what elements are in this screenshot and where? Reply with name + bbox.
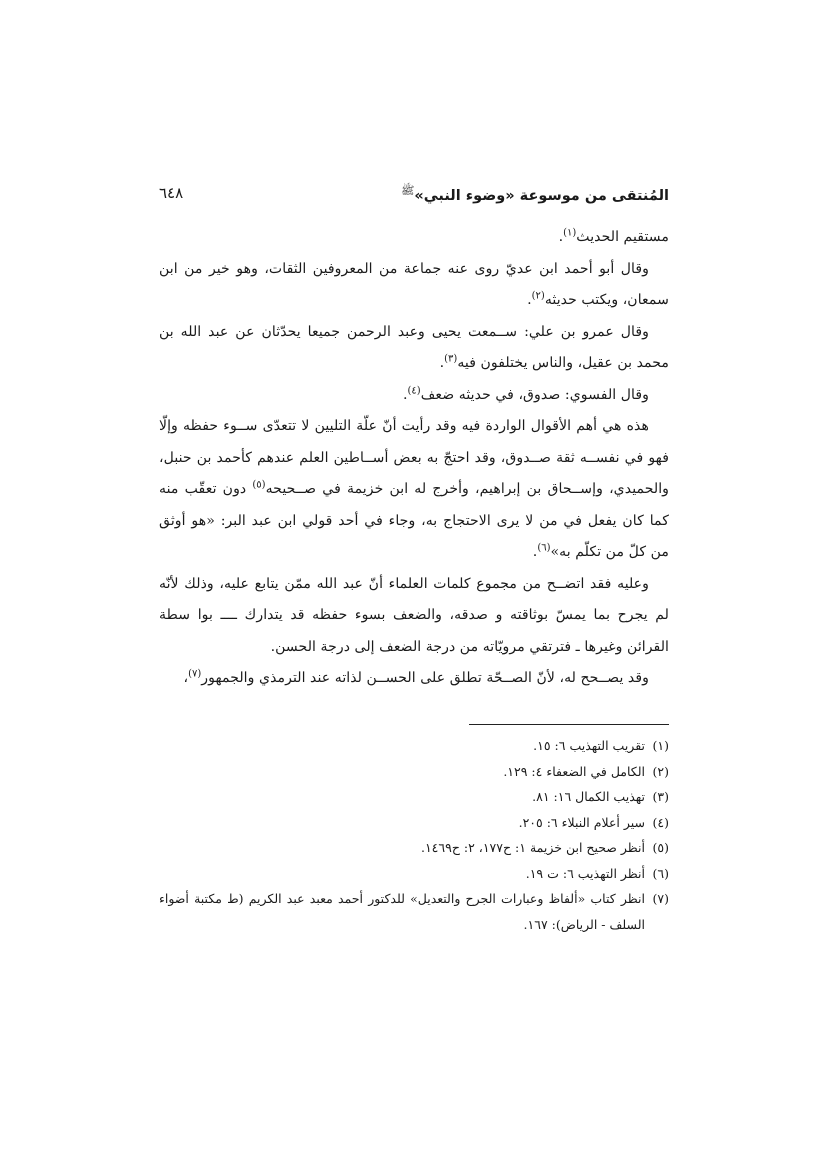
footnote-number: (٣)	[652, 789, 669, 804]
footnote-text: انظر كتاب «ألفاظ وعبارات الجرح والتعديل» للدكتور أحمد معبد عبد الكريم (ط مكتبة أضواء السلف - الرياض): ١٦٧.	[159, 891, 645, 932]
paragraph-5-text-b: دون تعقّب منه كما كان يفعل في من لا يرى الاحتجاج به، وجاء في أحد قولي ابن عبد البر: «هو أوثق من كلّ من تكلّم به»	[159, 481, 669, 560]
footnote-item	[159, 886, 669, 937]
paragraph-6	[159, 569, 669, 664]
paragraph-7	[159, 663, 669, 695]
footnote-text: الكامل في الضعفاء ٤: ١٢٩.	[503, 763, 645, 779]
footnote-number: (٢)	[652, 763, 669, 779]
footnote-number: (١)	[652, 738, 669, 753]
paragraph-4-end: .	[403, 386, 408, 403]
running-title-text: المُنتقى من موسوعة «وضوء النبي»	[414, 187, 669, 204]
paragraph-1-text: مستقيم الحديث	[576, 229, 669, 245]
paragraph-3-text: وقال عمرو بن علي: ســمعت يحيى وعبد الرحمن جميعا يحدّثان عن عبد الله بن محمد بن عقيل، والناس يختلفون فيه	[159, 323, 669, 371]
running-header	[159, 184, 669, 208]
paragraph-1	[159, 222, 669, 254]
paragraph-2	[159, 254, 669, 317]
footnote-number: (٥)	[652, 840, 669, 855]
footnote-ref-4[interactable]: (٤)	[407, 384, 421, 396]
paragraph-3	[159, 317, 669, 380]
paragraph-2-text: وقال أبو أحمد ابن عديّ روى عنه جماعة من المعروفين الثقات، وهو خير من ابن سمعان، ويكتب حديثه	[159, 260, 669, 308]
footnote-number: (٦)	[652, 865, 669, 881]
footnotes-list	[159, 733, 669, 937]
paragraph-5-end: .	[532, 544, 538, 560]
salawat-glyph: ﷺ	[401, 184, 415, 197]
footnote-text: تهذيب الكمال ١٦: ٨١.	[532, 789, 645, 804]
running-title	[401, 184, 669, 204]
paragraph-3-end: .	[439, 355, 445, 371]
paragraph-5-text-a: هذه هي أهم الأقوال الواردة فيه وقد رأيت أنّ علّة التليين لا تتعدّى ســوء حفظه وإلّا فهو في نفســه ثقة صــدوق، وقد احتجّ به بعض أســاطين العلم عندهم كأحمد بن حنبل، والحميدي، وإســحاق بن إبراهيم، وأخرج له ابن خزيمة في صــحيحه	[159, 418, 669, 497]
footnote-item	[159, 784, 669, 810]
footnote-item	[159, 733, 669, 759]
footnote-item	[159, 835, 669, 861]
footnote-item	[159, 861, 669, 887]
footnote-ref-3[interactable]: (٣)	[444, 353, 458, 365]
footnote-ref-6[interactable]: (٦)	[537, 542, 551, 554]
footnote-text: تقريب التهذيب ٦: ١٥.	[533, 738, 645, 753]
footnote-ref-5[interactable]: (٥)	[252, 479, 266, 491]
main-text	[159, 222, 669, 695]
footnote-separator	[469, 724, 669, 725]
footnote-ref-1[interactable]: (١)	[563, 227, 577, 239]
footnote-ref-2[interactable]: (٢)	[531, 290, 545, 302]
footnote-text: سير أعلام النبلاء ٦: ٢٠٥.	[518, 814, 645, 830]
footnote-text: أنظر التهذيب ٦: ت ١٩.	[525, 865, 645, 881]
paragraph-1-end: .	[558, 229, 564, 245]
footnote-text: أنظر صحيح ابن خزيمة ١: ح١٧٧، ٢: ح١٤٦٩.	[420, 840, 645, 855]
footnote-item	[159, 759, 669, 785]
footnote-item	[159, 810, 669, 836]
footnote-number: (٧)	[652, 891, 669, 906]
page-number: ٦٤٨	[159, 184, 184, 202]
paragraph-7-text: وقد يصــحح له، لأنّ الصــحّة تطلق على الحســن لذاته عند الترمذي والجمهور	[201, 670, 649, 686]
paragraph-7-end: ،	[183, 670, 189, 686]
paragraph-5	[159, 411, 669, 569]
footnote-number: (٤)	[652, 814, 669, 830]
book-page	[159, 170, 669, 1110]
footnote-ref-7[interactable]: (٧)	[188, 668, 202, 680]
paragraph-6-text: وعليه فقد اتضــح من مجموع كلمات العلماء أنّ عبد الله ممّن يتابع عليه، وذلك لأنّه لم يجرح بما يمسّ بوثاقته و صدقه، والضعف بسوء حفظه قد يتدارك ــــ بوا سطة القرائن وغيرها ـ فترتقي مرويّاته من درجة الضعف إلى درجة الحسن.	[159, 575, 669, 655]
paragraph-2-end: .	[527, 292, 532, 308]
paragraph-4	[159, 380, 669, 412]
paragraph-4-text: وقال الفسوي: صدوق، في حديثه ضعف	[420, 386, 649, 403]
